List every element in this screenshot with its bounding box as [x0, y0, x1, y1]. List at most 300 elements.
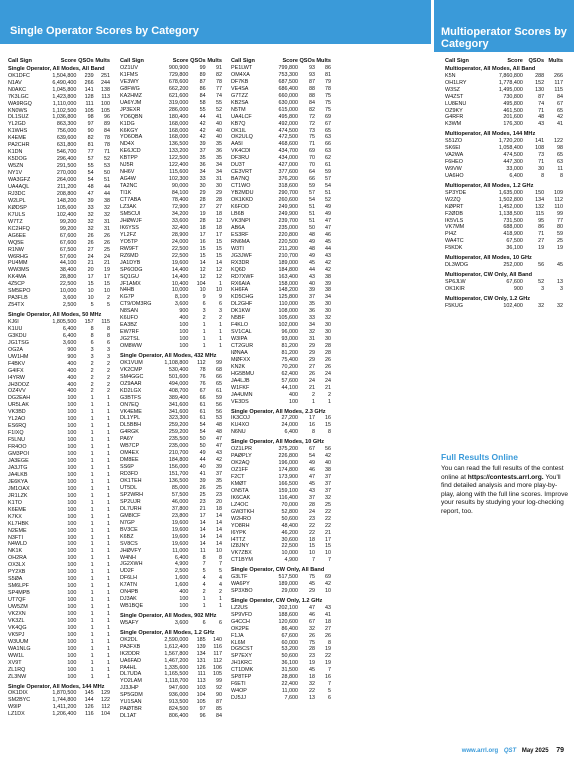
score-value: 501,600	[168, 373, 189, 380]
call-sign: OK1KKD	[231, 197, 253, 204]
qsos-value: 3	[90, 346, 94, 353]
score-value: 290,700	[278, 190, 298, 197]
full-results-box	[441, 452, 569, 517]
mults-value: 112	[213, 657, 222, 664]
mults-value: 12	[215, 273, 222, 280]
footer-url[interactable]: www.arrl.org	[461, 748, 499, 754]
mults-value: 17	[325, 536, 331, 543]
call-sign: W4ZST	[445, 93, 464, 100]
score-value: 176,300	[503, 121, 523, 128]
score-value: 2,590,000	[164, 636, 189, 643]
mults-value: 63	[556, 159, 563, 166]
call-sign: JA4LJB	[231, 377, 250, 384]
call-sign: CT1DMK	[231, 667, 254, 674]
mults-value: 42	[325, 453, 331, 460]
qsos-value: 71	[538, 231, 545, 238]
call-sign: DG5CST	[231, 646, 253, 653]
score-value: 824,500	[168, 706, 189, 713]
call-sign: VK3NPI	[231, 217, 251, 224]
table-row	[445, 303, 563, 310]
call-sign: W4OP	[231, 688, 247, 695]
mults-value: 56	[215, 408, 222, 415]
mults-value: 15	[215, 245, 222, 252]
qsos-value: 9	[202, 294, 206, 301]
mults-value: 52	[215, 106, 222, 113]
call-sign: SP8TFP	[231, 674, 252, 681]
table-row	[120, 555, 222, 562]
qsos-value: 39	[199, 141, 206, 148]
mults-value: 16	[325, 674, 331, 681]
qsos-value: 54	[199, 429, 206, 436]
score-value: 100	[67, 478, 77, 485]
score-value: 418,900	[503, 231, 523, 238]
table-row	[120, 287, 222, 294]
score-value: 1,165,500	[164, 671, 189, 678]
call-sign: UA4LCF	[231, 113, 252, 120]
mults-value: 1	[106, 430, 110, 437]
qsos-header: QSOs	[528, 58, 545, 64]
table-row	[8, 562, 110, 569]
mults-value: 105	[212, 671, 222, 678]
call-sign: VK5PJ	[8, 631, 25, 638]
qsos-value: 1	[90, 492, 94, 499]
table-row	[120, 450, 222, 457]
mults-value: 115	[101, 318, 110, 325]
qsos-value: 29	[199, 190, 206, 197]
table-row	[120, 141, 222, 148]
mults-value: 6	[106, 339, 110, 346]
score-value: 100	[67, 590, 77, 597]
score-value: 461,500	[503, 107, 523, 114]
table-row	[231, 415, 331, 422]
mults-value: 80	[556, 224, 563, 231]
call-sign: KØPRT	[445, 203, 464, 210]
call-sign: WA4TC	[445, 238, 464, 245]
mults-value: 31	[103, 218, 110, 225]
mults-value: 37	[325, 480, 331, 487]
call-sign: F4BKV	[8, 360, 26, 367]
mults-value: 1	[106, 416, 110, 423]
score-value: 202,100	[278, 604, 298, 611]
qsos-value: 58	[199, 99, 206, 106]
score-value: 67,600	[59, 239, 77, 246]
qsos-value: 130	[535, 86, 545, 93]
qsos-value: 47	[87, 190, 94, 197]
qsos-value: 15	[309, 543, 315, 550]
qsos-value: 1	[90, 562, 94, 569]
table-row	[8, 625, 110, 632]
table-row	[8, 121, 110, 128]
table-row	[8, 402, 110, 409]
call-sign: SP5GDM	[120, 692, 143, 699]
score-value: 2,500	[174, 568, 189, 575]
mults-value: 28	[325, 343, 331, 350]
qsos-value: 40	[199, 464, 206, 471]
page-number: 79	[556, 747, 564, 754]
score-value: 184,800	[278, 266, 298, 273]
call-sign: N4HB	[120, 287, 135, 294]
score-value: 427,000	[278, 162, 298, 169]
mults-value: 1	[106, 548, 110, 555]
call-sign: N7GP	[120, 519, 135, 526]
table-row	[8, 135, 110, 142]
call-sign: NH6V	[120, 169, 135, 176]
mults-value: 1	[106, 604, 110, 611]
table-row	[8, 548, 110, 555]
mults-value: 78	[215, 78, 222, 85]
score-value: 100	[67, 464, 77, 471]
score-value: 100	[67, 534, 77, 541]
qsos-value: 52	[538, 278, 545, 285]
call-sign: OK2DL	[120, 636, 138, 643]
table-row	[445, 279, 563, 286]
qsos-value: 2	[90, 381, 94, 388]
table-row	[231, 509, 331, 516]
call-sign: RW9FT	[120, 245, 139, 252]
score-value: 81,200	[281, 343, 298, 350]
qsos-value: 32	[309, 681, 315, 688]
call-sign: OZ1UV	[120, 64, 138, 71]
qsos-value: 27	[309, 363, 315, 370]
qsos-value: 87	[199, 78, 206, 85]
table-row	[120, 121, 222, 128]
table-row	[231, 336, 331, 343]
qsos-value: 93	[309, 71, 315, 78]
call-sign: HG5BMU	[231, 370, 255, 377]
score-value: 376,200	[278, 176, 298, 183]
call-sign: W5AFY	[120, 619, 139, 626]
score-value: 226,800	[278, 453, 298, 460]
score-value: 3,600	[174, 301, 189, 308]
qsos-value: 41	[199, 471, 206, 478]
score-value: 120,600	[278, 618, 298, 625]
score-value: 100	[67, 492, 77, 499]
call-sign: OH2RA	[8, 555, 27, 562]
score-value: 22,500	[171, 245, 189, 252]
contests-link[interactable]: https://contests.arrl.org.	[467, 473, 544, 481]
score-value: 474,500	[503, 152, 523, 159]
mults-value: 69	[325, 574, 331, 581]
table-row	[231, 481, 331, 488]
qsos-value: 21	[199, 505, 206, 512]
mults-value: 1	[106, 610, 110, 617]
table-row	[120, 336, 222, 343]
table-row	[120, 204, 222, 211]
score-value: 900	[67, 346, 77, 353]
call-sign: KJ6I	[8, 318, 19, 325]
call-sign: YO8RH	[231, 522, 250, 529]
qsos-value: 36	[309, 308, 315, 315]
mults-value: 1	[106, 673, 110, 680]
call-sign: S51ZO	[445, 138, 463, 145]
mults-value: 16	[325, 415, 331, 422]
mults-value: 15	[103, 281, 110, 288]
call-sign: NJ5R	[120, 162, 134, 169]
call-sign: W2LPL	[8, 197, 26, 204]
call-sign: PA2CHR	[8, 142, 30, 149]
score-value: 67,600	[506, 278, 523, 285]
mults-value: 2	[218, 315, 222, 322]
footer-date: May 2025	[521, 748, 549, 754]
score-value: 286,000	[168, 106, 189, 113]
table-row	[120, 499, 222, 506]
score-value: 100	[67, 430, 77, 437]
score-value: 32,400	[171, 224, 189, 231]
footer-magazine: QST	[503, 748, 517, 754]
call-sign: KH6FA	[231, 287, 249, 294]
qsos-value: 55	[87, 163, 94, 170]
qsos-value: 29	[309, 343, 315, 350]
table-row	[8, 597, 110, 604]
mults-value: 21	[103, 260, 110, 267]
mults-value: 1	[106, 583, 110, 590]
table-row	[8, 674, 110, 681]
table-row	[231, 176, 331, 183]
call-sign: YO6OBA	[120, 134, 143, 141]
qsos-value: 4	[202, 575, 206, 582]
qsos-value: 28	[199, 197, 206, 204]
qsos-value: 74	[538, 100, 545, 107]
qsos-value: 33	[87, 204, 94, 211]
table-row	[120, 658, 222, 665]
score-value: 100	[179, 596, 189, 603]
category-heading: Multioperator, All Modes, 144 MHz	[445, 131, 536, 138]
table-row	[8, 632, 110, 639]
score-value: 29,000	[281, 588, 298, 595]
call-sign: N2EME	[8, 527, 27, 534]
table-row	[120, 169, 222, 176]
qsos-value: 16	[199, 238, 206, 245]
score-value: 105,600	[278, 315, 298, 322]
score-value: 78,400	[171, 197, 189, 204]
mults-value: 7	[328, 557, 331, 564]
score-value: 492,000	[278, 120, 298, 127]
table-row	[445, 121, 563, 128]
score-value: 8,100	[174, 294, 189, 301]
qsos-value: 77	[87, 149, 94, 156]
mults-value: 115	[554, 86, 563, 93]
table-row	[8, 382, 110, 389]
call-sign: F1IXQ	[8, 430, 24, 437]
mults-value: 8	[328, 639, 331, 646]
score-value: 148,200	[56, 197, 77, 204]
call-sign: YB2MDU	[231, 190, 254, 197]
category-heading: Multioperator, CW Only, All Band	[445, 272, 533, 279]
score-value: 100	[67, 527, 77, 534]
mults-value: 100	[100, 100, 110, 107]
score-value: 913,500	[168, 699, 189, 706]
call-sign: OK1DIX	[8, 690, 28, 697]
score-value: 57,600	[281, 377, 298, 384]
mults-value: 44	[103, 190, 110, 197]
call-sign: OK2AQ	[231, 460, 250, 467]
call-sign: F5KUG	[445, 302, 463, 309]
score-value: 46,000	[171, 498, 189, 505]
mults-value: 15	[325, 543, 331, 550]
score-value: 100	[67, 569, 77, 576]
mults-value: 1	[106, 444, 110, 451]
score-value: 100	[179, 322, 189, 329]
mults-value: 1	[328, 398, 331, 405]
qsos-value: 6	[90, 339, 94, 346]
mults-value: 71	[103, 149, 110, 156]
table-row	[445, 224, 563, 231]
table-row	[231, 350, 331, 357]
qsos-value: 1	[90, 416, 94, 423]
qsos-value: 28	[309, 646, 315, 653]
call-sign: AG6EE	[8, 232, 26, 239]
table-row	[8, 319, 110, 326]
mults-value: 1	[218, 280, 222, 287]
qsos-value: 1	[90, 499, 94, 506]
qsos-value: 24	[309, 377, 315, 384]
table-row	[120, 527, 222, 534]
mults-value: 36	[215, 148, 222, 155]
mults-value: 27	[215, 204, 222, 211]
table-row	[120, 678, 222, 685]
category-heading: Single Operator, All Modes, 144 MHz	[8, 683, 105, 690]
score-value: 6,490,400	[52, 79, 77, 86]
score-value: 93,000	[281, 336, 298, 343]
mults-value: 104	[100, 711, 110, 718]
score-value: 472,500	[278, 134, 298, 141]
qsos-value: 64	[309, 169, 315, 176]
qsos-value: 29	[309, 356, 315, 363]
mults-value: 18	[215, 210, 222, 217]
score-value: 100	[179, 343, 189, 350]
score-value: 730,800	[503, 93, 523, 100]
qsos-value: 1	[90, 666, 94, 673]
qsos-value: 1	[90, 395, 94, 402]
call-sign: DJ3AK	[120, 596, 137, 603]
call-sign: PU4MM	[8, 260, 28, 267]
table-row	[120, 582, 222, 589]
qsos-value: 185	[196, 636, 206, 643]
call-sign: FR4OO	[8, 444, 27, 451]
score-value: 400	[67, 374, 77, 381]
mults-value: 11	[557, 165, 563, 172]
table-row	[231, 218, 331, 225]
qsos-value: 5	[90, 302, 94, 309]
table-row	[231, 660, 331, 667]
mults-value: 34	[325, 294, 331, 301]
score-value: 50,600	[281, 515, 298, 522]
table-row	[120, 100, 222, 107]
call-sign: KMØT	[231, 480, 247, 487]
table-row	[231, 155, 331, 162]
qsos-header: QSOs	[78, 58, 94, 64]
qsos-value: 1	[90, 444, 94, 451]
qsos-value: 30	[199, 183, 206, 190]
call-sign: S5ØA	[8, 576, 23, 583]
column-header-row	[8, 58, 110, 65]
mults-value: 46	[325, 231, 331, 238]
call-sign: WA9RGQ	[8, 100, 32, 107]
qsos-value: 75	[309, 639, 315, 646]
qsos-value: 48	[309, 245, 315, 252]
score-value: 630,000	[278, 99, 298, 106]
table-row	[231, 488, 331, 495]
score-value: 1,108,800	[164, 359, 189, 366]
score-value: 400	[179, 589, 189, 596]
call-sign: VE3WY	[120, 78, 139, 85]
score-value: 37,800	[171, 505, 189, 512]
mults-value: 1	[106, 402, 110, 409]
score-value: 235,000	[168, 443, 189, 450]
table-row	[231, 619, 331, 626]
score-value: 100	[67, 597, 77, 604]
score-value: 220,800	[278, 231, 298, 238]
call-sign: DL7URH	[120, 505, 142, 512]
qsos-value: 6	[202, 301, 206, 308]
qsos-value: 20	[87, 267, 94, 274]
qsos-value: 32	[309, 625, 315, 632]
mults-value: 18	[215, 505, 222, 512]
call-sign: W9IP	[8, 704, 22, 711]
qsos-value: 4	[202, 582, 206, 589]
table-row	[8, 555, 110, 562]
table-row	[8, 486, 110, 493]
qsos-value: 24	[309, 508, 315, 515]
qsos-value: 1	[90, 430, 94, 437]
mults-value: 75	[325, 106, 331, 113]
call-sign: N1AV	[8, 79, 22, 86]
score-value: 96,000	[281, 329, 298, 336]
mults-value: 41	[556, 121, 563, 128]
mults-value: 29	[215, 190, 222, 197]
qsos-value: 2	[202, 315, 206, 322]
score-value: 100	[67, 416, 77, 423]
call-sign: G4IFX	[8, 367, 24, 374]
table-row	[120, 706, 222, 713]
score-value: 100	[179, 336, 189, 343]
qsos-value: 157	[84, 318, 94, 325]
left-banner	[0, 0, 431, 44]
mults-value: 40	[325, 460, 331, 467]
mults-value: 40	[215, 120, 222, 127]
mults-value: 65	[215, 380, 222, 387]
score-value: 400	[67, 360, 77, 367]
score-value: 67,500	[59, 246, 77, 253]
mults-value: 10	[325, 588, 331, 595]
score-header: Score	[60, 58, 77, 64]
table-row	[8, 226, 110, 233]
score-value: 57,500	[171, 491, 189, 498]
table-row	[8, 288, 110, 295]
mults-value: 1	[106, 409, 110, 416]
table-row	[8, 247, 110, 254]
call-sign: SP9VFD	[231, 611, 252, 618]
call-sign: K7ULS	[8, 211, 26, 218]
qsos-value: 1	[90, 555, 94, 562]
table-row	[8, 611, 110, 618]
table-row	[120, 541, 222, 548]
qsos-value: 126	[196, 664, 206, 671]
table-row	[120, 561, 222, 568]
call-sign: K1DG	[120, 120, 135, 127]
score-value: 260,600	[278, 197, 298, 204]
call-sign: SP3YDE	[445, 189, 467, 196]
mults-value: 31	[215, 176, 222, 183]
table-row	[445, 145, 563, 152]
table-row	[231, 239, 331, 246]
call-sign: DF3RU	[231, 155, 249, 162]
table-row	[445, 94, 563, 101]
qsos-value: 7	[202, 561, 206, 568]
score-value: 100	[179, 603, 189, 610]
call-sign: IK2DDR	[120, 650, 140, 657]
call-sign: DJ5JJ	[231, 695, 246, 702]
